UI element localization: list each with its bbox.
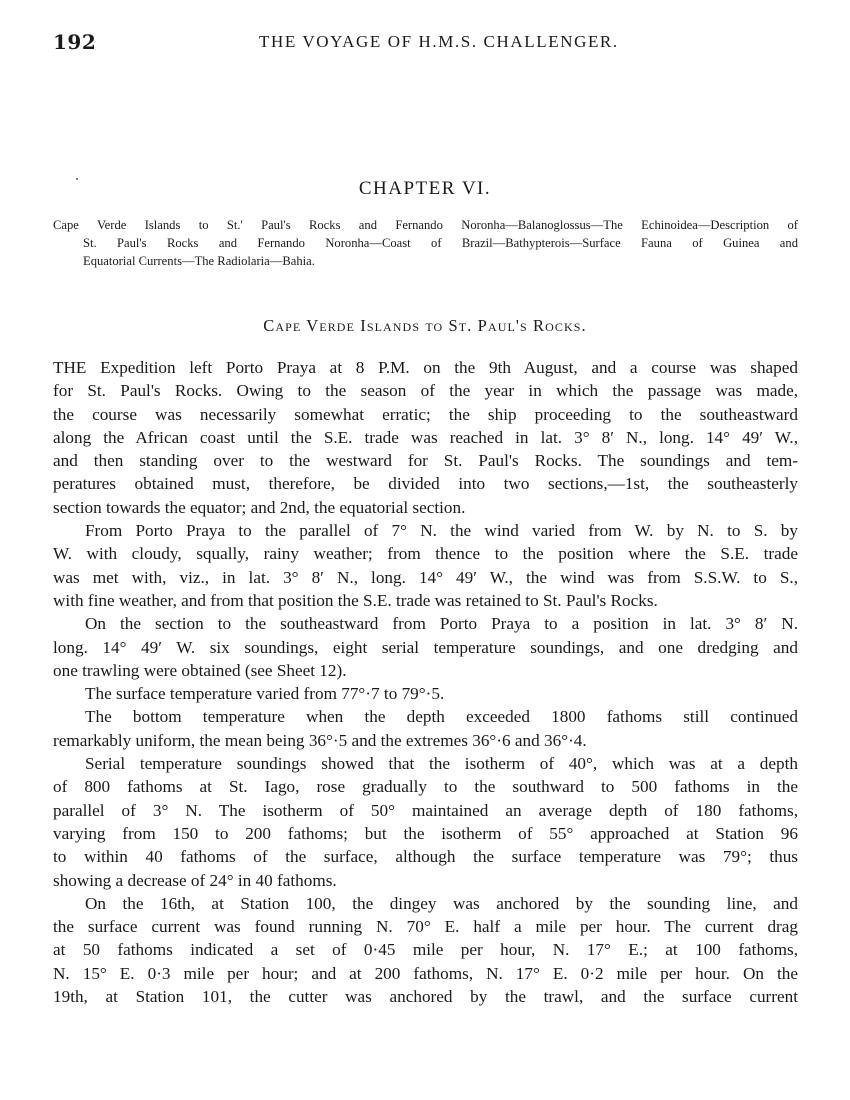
synopsis-line: Equatorial Currents—The Radiolaria—Bahia. xyxy=(83,254,315,268)
body-line: parallel of 3° N. The isotherm of 50° maintained an average depth of 180 fathoms, xyxy=(53,800,798,820)
body-line: remarkably uniform, the mean being 36°·5 and the extremes 36°·6 and 36°·4. xyxy=(53,730,587,750)
body-line: with fine weather, and from that position the S.E. trade was retained to St. Paul's Rocks. xyxy=(53,590,658,610)
body-line: N. 15° E. 0·3 mile per hour; and at 200 fathoms, N. 17° E. 0·2 mile per hour. On the xyxy=(53,963,798,983)
section-title: Cape Verde Islands to St. Paul's Rocks. xyxy=(263,316,587,335)
body-line: varying from 150 to 200 fathoms; but the isotherm of 55° approached at Station 96 xyxy=(53,823,798,843)
body-line: of 800 fathoms at St. Iago, rose gradually to the southward to 500 fathoms in the xyxy=(53,777,798,797)
synopsis-line: Cape Verde Islands to St.' Paul's Rocks and Fernando Noronha—Balanoglossus—The Echinoidea—Description of xyxy=(53,218,798,232)
body-line: the course was necessarily somewhat erratic; the ship proceeding to the southeastward xyxy=(53,404,798,424)
body-line: to within 40 fathoms of the surface, although the surface temperature was 79°; thus xyxy=(53,847,798,867)
body-line: one trawling were obtained (see Sheet 12). xyxy=(53,660,347,680)
body-line: showing a decrease of 24° in 40 fathoms. xyxy=(53,870,337,890)
chapter-synopsis xyxy=(53,216,798,270)
body-text xyxy=(53,356,798,1008)
body-line: the surface current was found running N. 70° E. half a mile per hour. The current drag xyxy=(53,917,798,937)
page-number: 192 xyxy=(53,30,97,54)
body-line: long. 14° 49′ W. six soundings, eight serial temperature soundings, and one dredging and xyxy=(53,637,798,657)
body-line: peratures obtained must, therefore, be divided into two sections,—1st, the southeasterly xyxy=(53,474,798,494)
body-line: section towards the equator; and 2nd, the equatorial section. xyxy=(53,497,466,517)
body-line: at 50 fathoms indicated a set of 0·45 mile per hour, N. 17° E.; at 100 fathoms, xyxy=(53,940,798,960)
body-line: for St. Paul's Rocks. Owing to the season of the year in which the passage was made, xyxy=(53,381,798,401)
body-line: On the 16th, at Station 100, the dingey was anchored by the sounding line, and xyxy=(85,893,798,913)
body-line: THE Expedition left Porto Praya at 8 P.M. on the 9th August, and a course was shaped xyxy=(53,358,798,377)
body-line: The bottom temperature when the depth exceeded 1800 fathoms still continued xyxy=(85,707,798,727)
running-head xyxy=(53,30,798,54)
body-line: On the section to the southeastward from Porto Praya to a position in lat. 3° 8′ N. xyxy=(85,614,798,634)
chapter-title: CHAPTER VI. xyxy=(358,178,492,199)
body-line: Serial temperature soundings showed that the isotherm of 40°, which was at a depth xyxy=(85,754,798,774)
body-line: was met with, viz., in lat. 3° 8′ N., long. 14° 49′ W., the wind was from S.S.W. to S., xyxy=(53,567,798,587)
body-line: along the African coast until the S.E. trade was reached in lat. 3° 8′ N., long. 14° 49′ W., xyxy=(53,427,798,447)
body-line: 19th, at Station 101, the cutter was anchored by the trawl, and the surface current xyxy=(53,987,798,1007)
running-title: THE VOYAGE OF H.M.S. CHALLENGER. xyxy=(259,32,619,51)
body-line: The surface temperature varied from 77°·7 to 79°·5. xyxy=(85,684,445,704)
body-line: W. with cloudy, squally, rainy weather; from thence to the position where the S.E. trade xyxy=(53,544,798,564)
body-line: and then standing over to the westward for St. Paul's Rocks. The soundings and tem- xyxy=(53,451,798,471)
synopsis-line: St. Paul's Rocks and Fernando Noronha—Coast of Brazil—Bathypterois—Surface Fauna of Guinea and xyxy=(83,236,798,250)
body-line: From Porto Praya to the parallel of 7° N. the wind varied from W. by N. to S. by xyxy=(85,521,798,541)
